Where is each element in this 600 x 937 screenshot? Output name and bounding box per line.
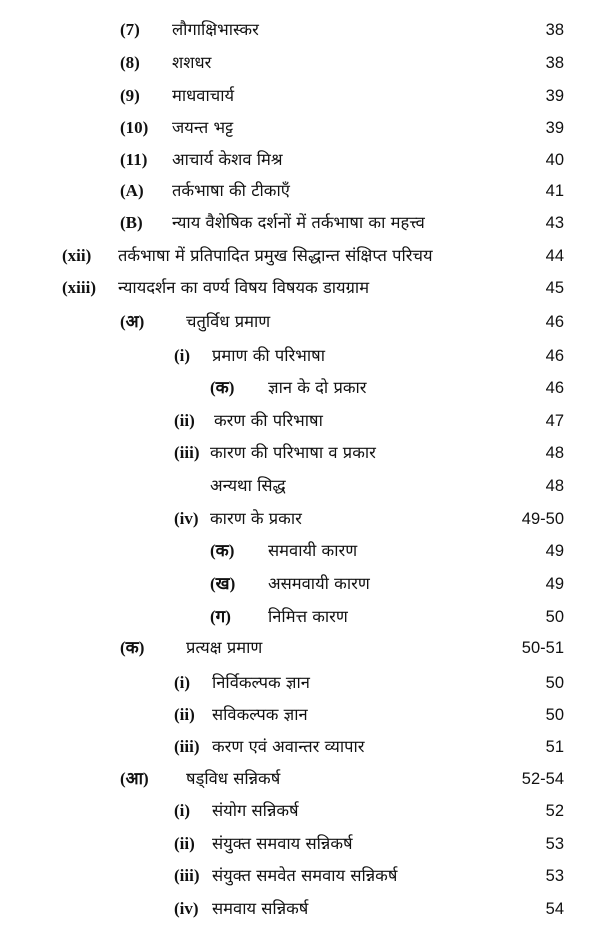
toc-entry bbox=[0, 176, 600, 206]
entry-page-number: 47 bbox=[545, 412, 564, 430]
entry-number: (क) bbox=[210, 378, 235, 397]
toc-entry bbox=[0, 307, 600, 337]
entry-number: (ग) bbox=[210, 607, 231, 626]
toc-entry bbox=[0, 764, 600, 794]
entry-number: (i) bbox=[174, 346, 191, 365]
toc-entry bbox=[0, 796, 600, 826]
entry-title: तर्कभाषा की टीकाएँ bbox=[172, 181, 290, 200]
toc-entry bbox=[0, 273, 600, 303]
toc-entry bbox=[0, 829, 600, 859]
entry-number: (xii) bbox=[62, 246, 92, 265]
entry-number: (7) bbox=[120, 20, 140, 39]
entry-number: (ii) bbox=[174, 834, 195, 853]
toc-entry bbox=[0, 241, 600, 271]
entry-page-number: 41 bbox=[545, 182, 564, 200]
entry-number: (iv) bbox=[174, 899, 199, 918]
entry-title: कारण के प्रकार bbox=[210, 509, 302, 528]
toc-entry bbox=[0, 15, 600, 45]
entry-page-number: 38 bbox=[545, 54, 564, 72]
entry-title: संयुक्त समवेत समवाय सन्निकर्ष bbox=[212, 866, 398, 885]
entry-number: (ii) bbox=[174, 705, 195, 724]
entry-number: (iii) bbox=[174, 443, 200, 462]
entry-number: (i) bbox=[174, 673, 191, 692]
toc-entry bbox=[0, 633, 600, 663]
entry-number: (अ) bbox=[120, 312, 145, 331]
entry-title: सविकल्पक ज्ञान bbox=[212, 705, 308, 724]
entry-title: माधवाचार्य bbox=[172, 86, 235, 105]
entry-number: (क) bbox=[210, 541, 235, 560]
entry-page-number: 49 bbox=[545, 575, 564, 593]
entry-title: करण की परिभाषा bbox=[214, 411, 323, 430]
entry-title: संयोग सन्निकर्ष bbox=[212, 801, 299, 820]
toc-entry bbox=[0, 504, 600, 534]
entry-title: निर्विकल्पक ज्ञान bbox=[212, 673, 310, 692]
entry-number: (ख) bbox=[210, 574, 236, 593]
toc-entry bbox=[0, 406, 600, 436]
toc-entry bbox=[0, 861, 600, 891]
entry-page-number: 46 bbox=[545, 347, 564, 365]
entry-page-number: 50-51 bbox=[521, 639, 564, 657]
entry-title: जयन्त भट्ट bbox=[172, 118, 234, 137]
toc-entry bbox=[0, 732, 600, 762]
toc-entry bbox=[0, 81, 600, 111]
entry-number: (i) bbox=[174, 801, 191, 820]
toc-entry bbox=[0, 668, 600, 698]
entry-title: समवायी कारण bbox=[268, 541, 358, 560]
entry-page-number: 52-54 bbox=[521, 770, 564, 788]
toc-entry bbox=[0, 438, 600, 468]
entry-page-number: 50 bbox=[545, 674, 564, 692]
toc-entry bbox=[0, 113, 600, 143]
entry-page-number: 49-50 bbox=[521, 510, 564, 528]
entry-title: कारण की परिभाषा व प्रकार bbox=[210, 443, 376, 462]
entry-title: न्याय वैशेषिक दर्शनों में तर्कभाषा का महत्त्व bbox=[172, 213, 425, 232]
entry-page-number: 48 bbox=[545, 477, 564, 495]
entry-page-number: 46 bbox=[545, 379, 564, 397]
toc-entry bbox=[0, 569, 600, 599]
entry-title: प्रत्यक्ष प्रमाण bbox=[186, 638, 263, 657]
entry-page-number: 39 bbox=[545, 87, 564, 105]
entry-number: (9) bbox=[120, 86, 140, 105]
entry-page-number: 49 bbox=[545, 542, 564, 560]
entry-page-number: 48 bbox=[545, 444, 564, 462]
entry-number: (A) bbox=[120, 181, 144, 200]
entry-number: (iii) bbox=[174, 737, 200, 756]
entry-title: प्रमाण की परिभाषा bbox=[212, 346, 325, 365]
entry-page-number: 43 bbox=[545, 214, 564, 232]
toc-entry bbox=[0, 48, 600, 78]
entry-title: समवाय सन्निकर्ष bbox=[212, 899, 309, 918]
entry-page-number: 53 bbox=[545, 867, 564, 885]
entry-title: निमित्त कारण bbox=[268, 607, 348, 626]
toc-entry bbox=[0, 894, 600, 924]
toc-entry bbox=[0, 536, 600, 566]
entry-page-number: 40 bbox=[545, 151, 564, 169]
entry-page-number: 53 bbox=[545, 835, 564, 853]
entry-title: ज्ञान के दो प्रकार bbox=[268, 378, 367, 397]
entry-page-number: 45 bbox=[545, 279, 564, 297]
entry-page-number: 39 bbox=[545, 119, 564, 137]
entry-title: आचार्य केशव मिश्र bbox=[172, 150, 283, 169]
entry-page-number: 54 bbox=[545, 900, 564, 918]
entry-title: चतुर्विध प्रमाण bbox=[186, 312, 271, 331]
entry-title: संयुक्त समवाय सन्निकर्ष bbox=[212, 834, 353, 853]
entry-number: (xiii) bbox=[62, 278, 96, 297]
entry-number: (11) bbox=[120, 150, 148, 169]
toc-entry bbox=[0, 700, 600, 730]
entry-number: (iv) bbox=[174, 509, 199, 528]
toc-entry bbox=[0, 602, 600, 632]
entry-page-number: 50 bbox=[545, 608, 564, 626]
entry-title: लौगाक्षिभास्कर bbox=[172, 20, 259, 39]
toc-entry bbox=[0, 373, 600, 403]
entry-number: (ii) bbox=[174, 411, 195, 430]
entry-page-number: 50 bbox=[545, 706, 564, 724]
toc-entry bbox=[0, 145, 600, 175]
entry-number: (आ) bbox=[120, 769, 149, 788]
entry-title: असमवायी कारण bbox=[268, 574, 370, 593]
entry-title: करण एवं अवान्तर व्यापार bbox=[212, 737, 365, 756]
entry-page-number: 46 bbox=[545, 313, 564, 331]
entry-number: (iii) bbox=[174, 866, 200, 885]
toc-entry bbox=[0, 471, 600, 501]
entry-number: (B) bbox=[120, 213, 143, 232]
entry-title: तर्कभाषा में प्रतिपादित प्रमुख सिद्धान्त संक्षिप्त परिचय bbox=[118, 246, 433, 265]
entry-title: अन्यथा सिद्ध bbox=[210, 476, 286, 495]
entry-number: (10) bbox=[120, 118, 149, 137]
entry-title: षड्विध सन्निकर्ष bbox=[186, 769, 281, 788]
entry-number: (8) bbox=[120, 53, 140, 72]
entry-page-number: 52 bbox=[545, 802, 564, 820]
entry-number: (क) bbox=[120, 638, 145, 657]
entry-page-number: 38 bbox=[545, 21, 564, 39]
entry-title: न्यायदर्शन का वर्ण्य विषय विषयक डायग्राम bbox=[118, 278, 370, 297]
entry-page-number: 51 bbox=[545, 738, 564, 756]
toc-entry bbox=[0, 208, 600, 238]
toc-entry bbox=[0, 341, 600, 371]
entry-title: शशधर bbox=[172, 53, 212, 72]
entry-page-number: 44 bbox=[545, 247, 564, 265]
